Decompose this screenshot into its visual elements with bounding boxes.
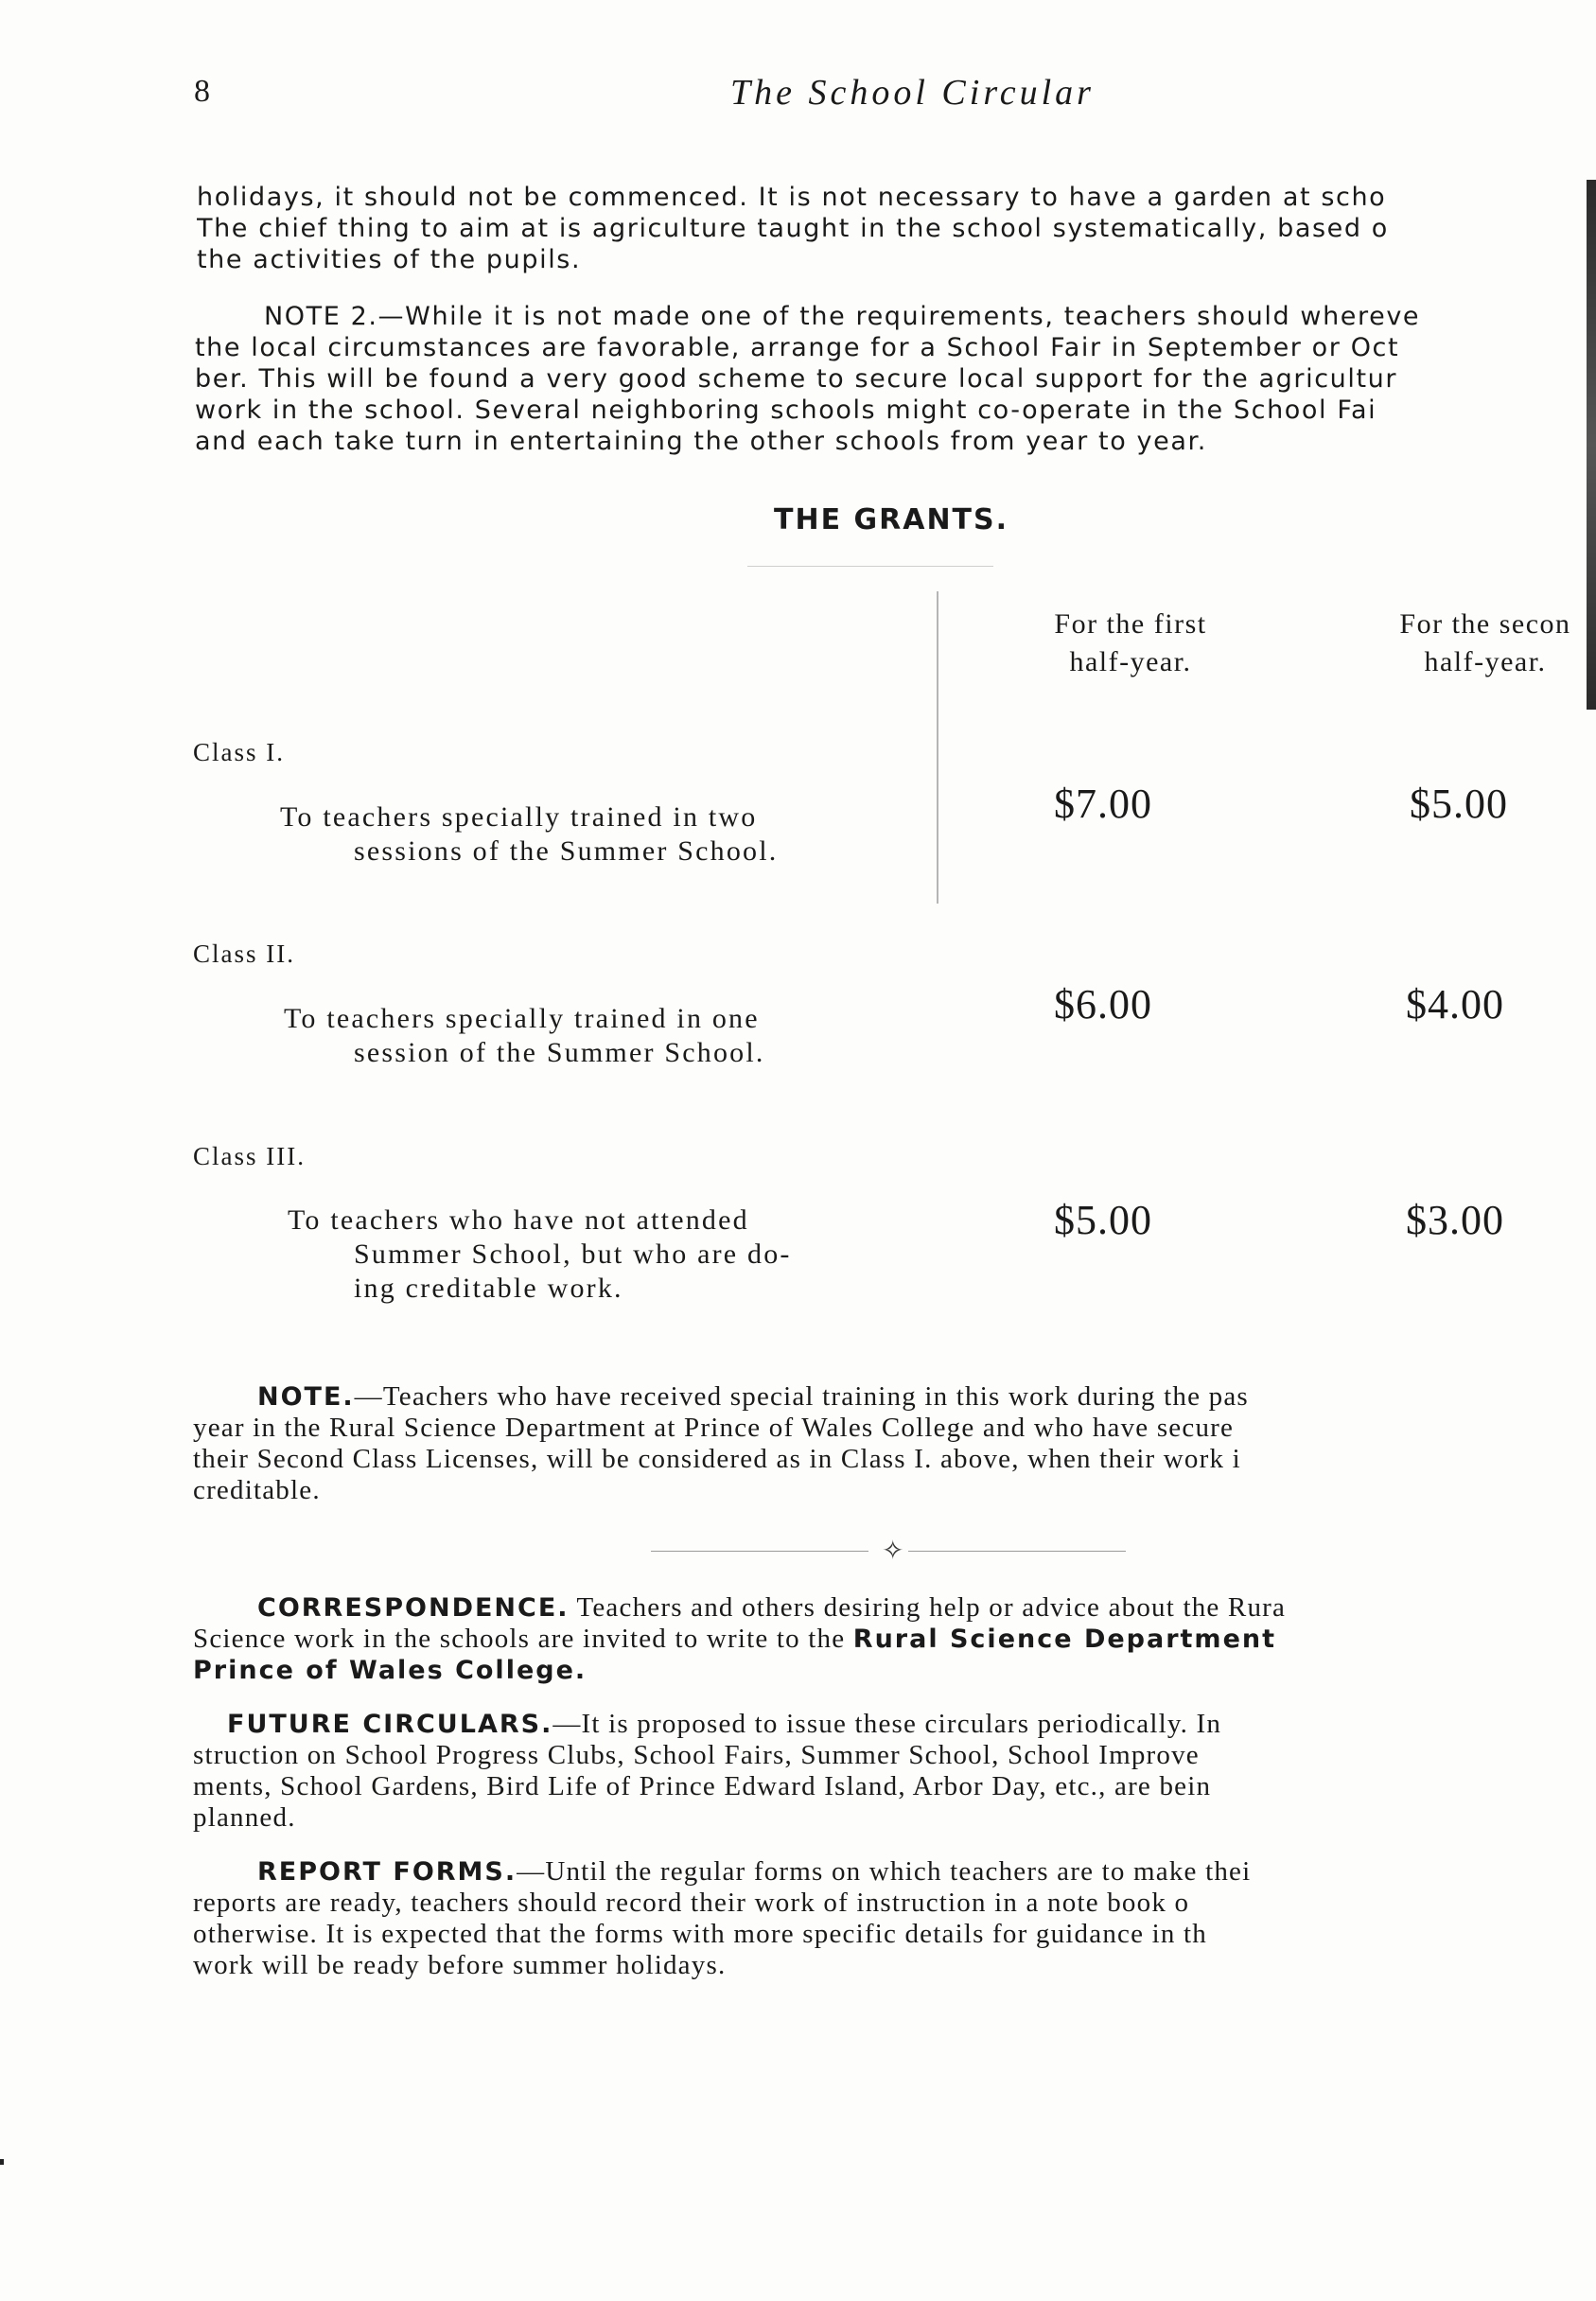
column-header-first-half — [989, 606, 1272, 681]
text-line: Teachers and others desiring help or advice about the Rura — [569, 1592, 1287, 1623]
text-line: ber. This will be found a very good scheme to secure local support for the agricultur — [195, 364, 1398, 394]
column-header-line: half-year. — [1424, 646, 1547, 677]
text-line: the local circumstances are favorable, arrange for a School Fair in September or Oct — [195, 333, 1400, 362]
grant-amount-first: $6.00 — [1054, 981, 1152, 1028]
text-line: work in the school. Several neighboring schools might co-operate in the School Fai — [195, 395, 1377, 425]
text-line: planned. — [193, 1802, 296, 1833]
text-line: ments, School Gardens, Bird Life of Prince Edward Island, Arbor Day, etc., are bein — [193, 1771, 1212, 1801]
text-line: creditable. — [193, 1475, 321, 1505]
column-header-line: For the first — [1054, 608, 1207, 640]
column-header-line: For the secon — [1399, 608, 1571, 640]
grants-heading-rule — [747, 566, 993, 567]
future-circulars-paragraph — [193, 1709, 1589, 1834]
future-circulars-lead: FUTURE CIRCULARS. — [227, 1710, 553, 1739]
grant-amount-second: $4.00 — [1406, 981, 1504, 1028]
text-line: NOTE 2.—While it is not made one of the requirements, teachers should whereve — [264, 302, 1421, 331]
grant-amount-first: $7.00 — [1054, 781, 1152, 827]
description-line: To teachers specially trained in one — [284, 1003, 760, 1034]
scan-speck — [0, 2159, 4, 2165]
column-header-line: half-year. — [1069, 646, 1192, 677]
note-lead: NOTE. — [257, 1382, 355, 1412]
description-line: Summer School, but who are do- — [354, 1238, 792, 1270]
description-line: To teachers specially trained in two — [280, 801, 758, 833]
section-divider — [651, 1537, 1143, 1566]
intro-paragraph — [197, 182, 1587, 275]
text-line: the activities of the pupils. — [197, 245, 582, 274]
text-line: reports are ready, teachers should record their work of instruction in a note book o — [193, 1888, 1190, 1918]
report-forms-paragraph — [193, 1856, 1589, 1981]
text-line: Science work in the schools are invited to write to the — [193, 1624, 853, 1654]
grant-amount-first: $5.00 — [1054, 1197, 1152, 1243]
club-ornament-icon: ✧ — [882, 1537, 904, 1566]
class-label: Class I. — [193, 738, 285, 766]
text-line: their Second Class Licenses, will be considered as in Class I. above, when their work i — [193, 1444, 1241, 1474]
correspondence-paragraph — [193, 1592, 1589, 1686]
note2-paragraph — [195, 301, 1587, 457]
description-line: session of the Summer School. — [354, 1037, 765, 1068]
text-line: —Until the regular forms on which teachers are to make thei — [517, 1856, 1252, 1887]
text-line: —It is proposed to issue these circulars periodically. In — [552, 1709, 1222, 1739]
column-header-second-half — [1334, 606, 1596, 681]
text-line: year in the Rural Science Department at Prince of Wales College and who have secure — [193, 1413, 1235, 1443]
running-title: The School Circular — [730, 73, 1095, 113]
page-number: 8 — [194, 74, 211, 109]
table-vertical-rule — [937, 591, 938, 904]
text-line: and each take turn in entertaining the other schools from year to year. — [195, 427, 1207, 456]
class-label: Class III. — [193, 1142, 306, 1170]
note-paragraph — [193, 1381, 1589, 1506]
class-description — [288, 1203, 792, 1306]
class-label: Class II. — [193, 940, 295, 968]
report-forms-lead: REPORT FORMS. — [257, 1857, 517, 1887]
grant-amount-second: $3.00 — [1406, 1197, 1504, 1243]
text-line: work will be ready before summer holidays. — [193, 1950, 727, 1980]
class-description — [280, 800, 779, 869]
department-name: Rural Science Department — [852, 1625, 1277, 1654]
class-description — [284, 1002, 765, 1070]
text-line: otherwise. It is expected that the forms with more specific details for guidance in th — [193, 1919, 1207, 1949]
text-line: struction on School Progress Clubs, School Fairs, Summer School, School Improve — [193, 1740, 1200, 1770]
text-line: The chief thing to aim at is agriculture taught in the school systematically, based o — [197, 214, 1389, 243]
college-name: Prince of Wales College. — [193, 1656, 588, 1685]
text-line: holidays, it should not be commenced. It is not necessary to have a garden at scho — [197, 183, 1387, 212]
correspondence-lead: CORRESPONDENCE. — [257, 1593, 570, 1623]
description-line: sessions of the Summer School. — [354, 835, 779, 867]
grants-heading: THE GRANTS. — [774, 503, 1009, 536]
grant-amount-second: $5.00 — [1410, 781, 1508, 827]
description-line: To teachers who have not attended — [288, 1204, 749, 1236]
text-line: —Teachers who have received special training in this work during the pas — [354, 1381, 1249, 1412]
description-line: ing creditable work. — [354, 1273, 623, 1304]
